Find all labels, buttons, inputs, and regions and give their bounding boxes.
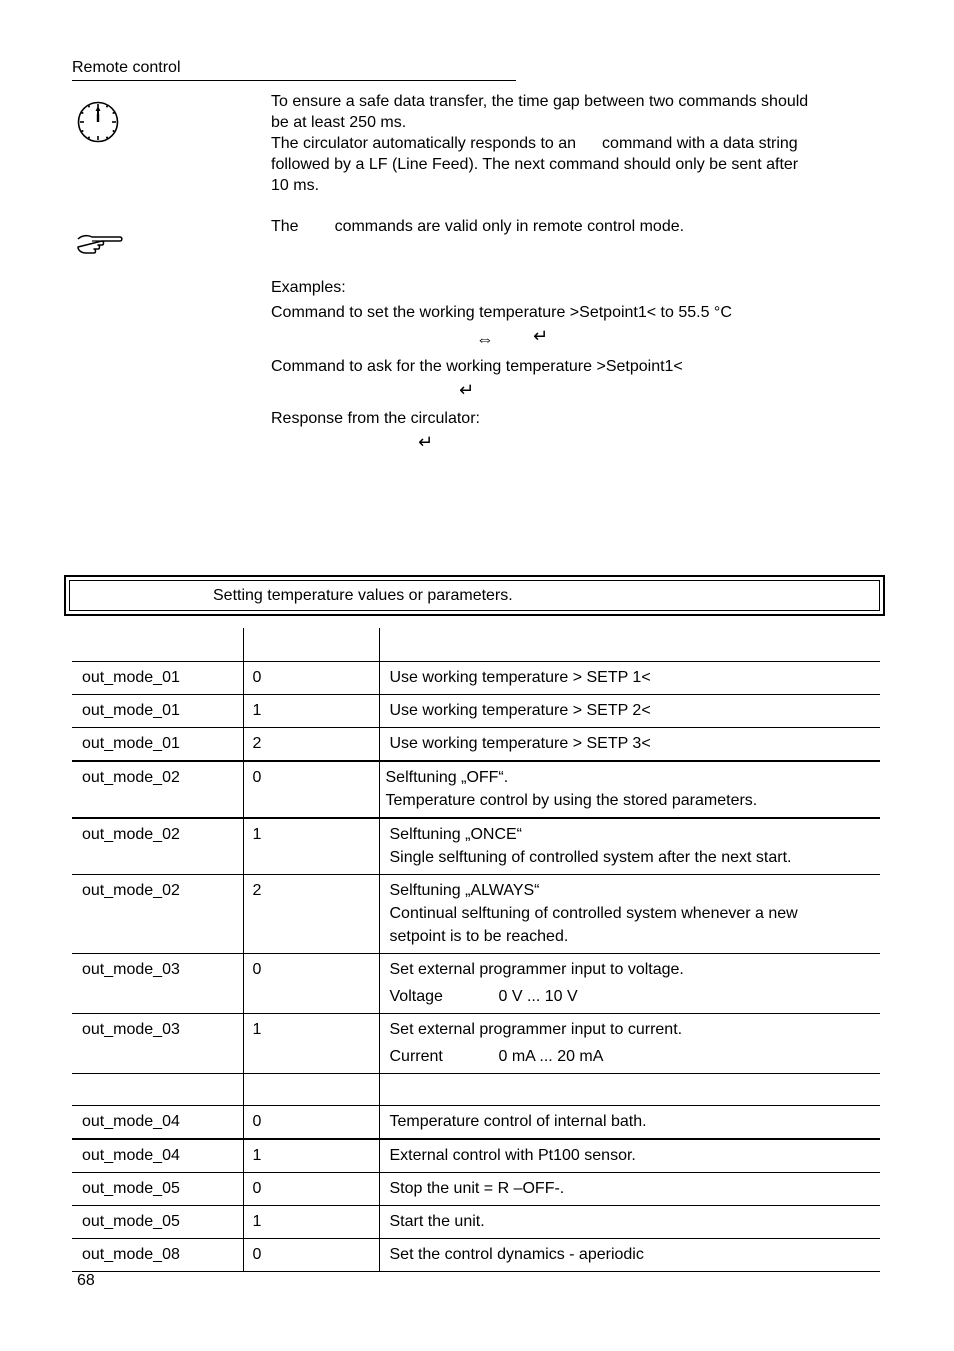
pointing-hand-icon: [76, 231, 124, 257]
range-line: [390, 1045, 881, 1068]
value-cell: 1: [252, 1212, 262, 1230]
value-cell: 0: [252, 1245, 262, 1263]
header-rule: [72, 80, 516, 81]
value-cell: 1: [252, 825, 262, 843]
space-arrow-symbol: ⇔: [476, 329, 494, 349]
value-cell: 0: [252, 668, 262, 686]
value-cell: 1: [252, 701, 262, 719]
description-cell: Set the control dynamics - aperiodic: [389, 1245, 644, 1263]
command-cell: out_mode_03: [82, 1020, 180, 1038]
note-text: commands are valid only in remote control mode.: [334, 218, 685, 235]
remote-mode-note: [271, 216, 881, 237]
paragraph-line: To ensure a safe data transfer, the time gap between two commands should: [271, 93, 809, 110]
description-line: Set external programmer input to current.: [389, 1020, 683, 1038]
command-cell: out_mode_05: [82, 1212, 180, 1230]
table-row: [72, 818, 880, 875]
value-cell: 0: [252, 1112, 262, 1130]
command-cell: out_mode_08: [82, 1245, 180, 1263]
description-line: Temperature control by using the stored parameters.: [385, 791, 758, 809]
range-value: 0 V ... 10 V: [498, 987, 578, 1005]
description-cell: Use working temperature > SETP 3<: [389, 734, 651, 752]
table-row: [72, 694, 880, 727]
safe-transfer-paragraph: [271, 91, 881, 196]
paragraph-line: 10 ms.: [271, 177, 320, 194]
command-cell: out_mode_04: [82, 1112, 180, 1130]
description-line: Selftuning „ALWAYS“: [389, 881, 540, 899]
table-row: [72, 1205, 880, 1238]
note-text: The: [271, 218, 299, 235]
range-line: [390, 985, 881, 1008]
table-header-row: [72, 628, 880, 661]
description-line: Continual selftuning of controlled system whenever a new: [389, 904, 798, 922]
section-box-label: Setting temperature values or parameters.: [213, 587, 513, 604]
example-ask-text: Command to ask for the working temperature >Setpoint1<: [271, 358, 683, 375]
table-row: [72, 1139, 880, 1173]
examples-heading: Examples:: [271, 279, 346, 296]
value-cell: 0: [252, 768, 262, 786]
clock-icon: [76, 100, 120, 144]
description-line: Set external programmer input to voltage.: [389, 960, 684, 978]
value-cell: 0: [252, 960, 262, 978]
table-row: [72, 1172, 880, 1205]
command-cell: out_mode_02: [82, 768, 180, 786]
page-number: 68: [77, 1272, 95, 1289]
enter-symbol: ↵: [533, 326, 549, 346]
table-row: [72, 874, 880, 953]
range-label: Current: [389, 1047, 443, 1065]
description-cell: Start the unit.: [389, 1212, 485, 1230]
range-label: Voltage: [389, 987, 443, 1005]
table-row: [72, 727, 880, 761]
table-row: [72, 1105, 880, 1139]
value-cell: 2: [252, 734, 262, 752]
enter-symbol: ↵: [459, 380, 475, 400]
enter-symbol: ↵: [418, 432, 434, 452]
paragraph-text: command with a data string: [602, 135, 798, 152]
range-value: 0 mA ... 20 mA: [498, 1047, 604, 1065]
value-cell: 2: [252, 881, 262, 899]
command-cell: out_mode_02: [82, 881, 180, 899]
description-line: Selftuning „ONCE“: [389, 825, 522, 843]
command-cell: out_mode_01: [82, 734, 180, 752]
command-cell: out_mode_05: [82, 1179, 180, 1197]
command-cell: out_mode_01: [82, 701, 180, 719]
table-row: [72, 953, 880, 1013]
table-spacer-row: [72, 1073, 880, 1105]
table-row: [72, 1238, 880, 1271]
paragraph-line: [271, 133, 881, 154]
description-line: setpoint is to be reached.: [389, 927, 569, 945]
description-line: Single selftuning of controlled system after the next start.: [389, 848, 792, 866]
page-header-title: Remote control: [72, 59, 181, 76]
table-row: [72, 761, 880, 818]
command-cell: out_mode_02: [82, 825, 180, 843]
value-cell: 1: [252, 1146, 262, 1164]
description-cell: Use working temperature > SETP 1<: [389, 668, 651, 686]
value-cell: 0: [252, 1179, 262, 1197]
paragraph-line: followed by a LF (Line Feed). The next command should only be sent after: [271, 156, 799, 173]
example-response-text: Response from the circulator:: [271, 410, 480, 427]
value-cell: 1: [252, 1020, 262, 1038]
description-line: Selftuning „OFF“.: [385, 768, 509, 786]
command-cell: out_mode_01: [82, 668, 180, 686]
description-cell: External control with Pt100 sensor.: [389, 1146, 636, 1164]
command-cell: out_mode_04: [82, 1146, 180, 1164]
command-table: [72, 628, 880, 1272]
paragraph-text: The circulator automatically responds to an: [271, 135, 577, 152]
description-cell: Stop the unit = R –OFF-.: [389, 1179, 565, 1197]
command-cell: out_mode_03: [82, 960, 180, 978]
table-row: [72, 661, 880, 694]
description-cell: Temperature control of internal bath.: [389, 1112, 647, 1130]
table-row: [72, 1013, 880, 1073]
example-set-text: Command to set the working temperature >Setpoint1< to 55.5 °C: [271, 304, 732, 321]
description-cell: Use working temperature > SETP 2<: [389, 701, 651, 719]
paragraph-line: be at least 250 ms.: [271, 114, 407, 131]
